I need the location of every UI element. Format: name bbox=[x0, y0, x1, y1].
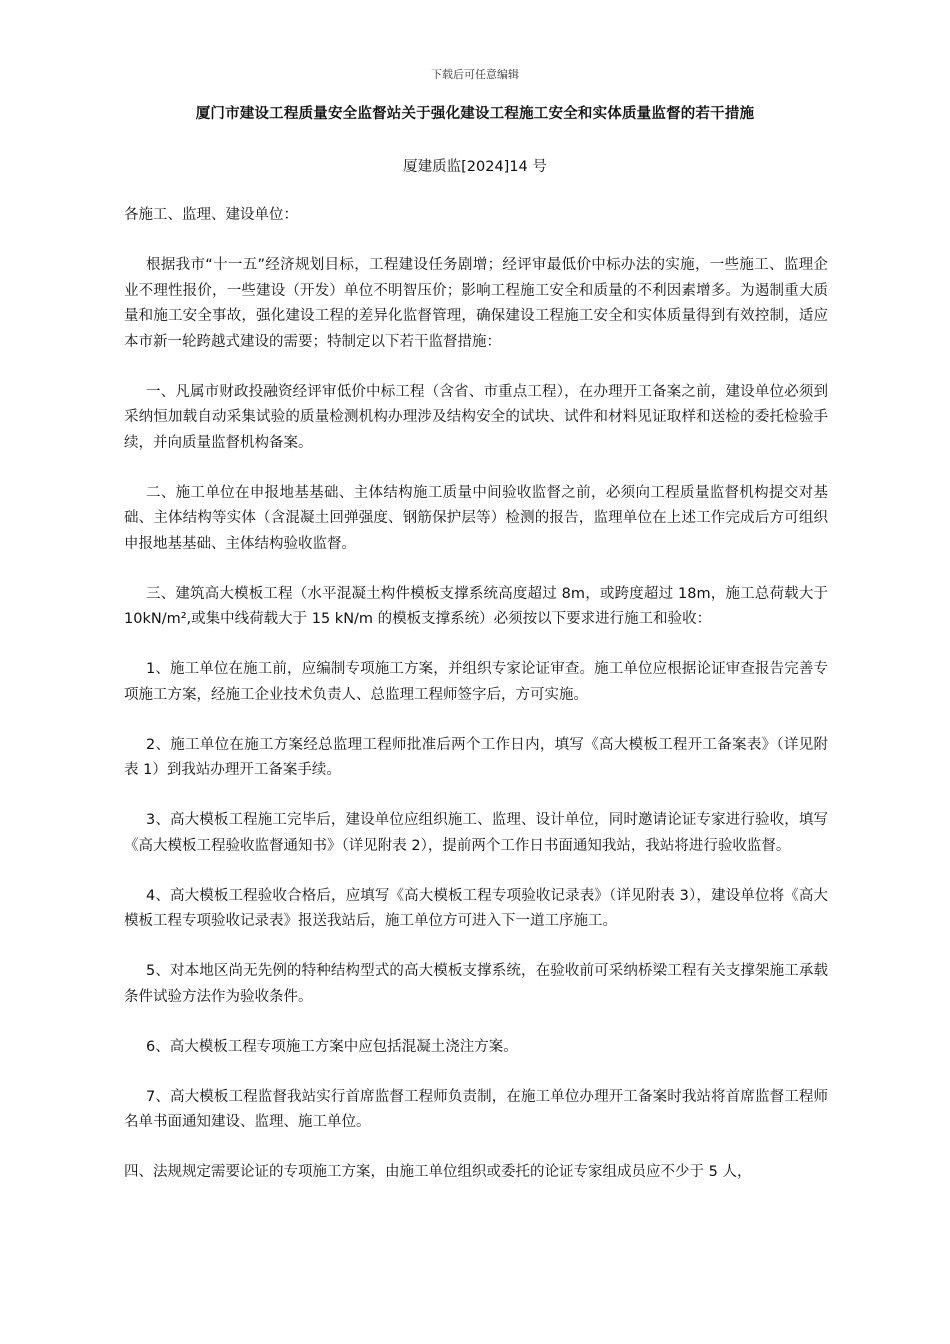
paragraph-sub-4: 4、高大模板工程验收合格后，应填写《高大模板工程专项验收记录表》（详见附表 3），建设单位将《高大模板工程专项验收记录表》报送我站后，施工单位方可进入下一道工序施工。 bbox=[124, 887, 828, 929]
paragraph-intro: 根据我市“十一五”经济规划目标，工程建设任务剧增；经评审最低价中标办法的实施，一些施工、监理企业不理性报价，一些建设（开发）单位不明智压价；影响工程施工安全和质量的不利因素增多。为遏制重大质量和施工安全事故，强化建设工程的差异化监督管理，确保建设工程施工安全和实体质量得到有效控制，适应本市新一轮跨越式建设的需要；特制定以下若干监督措施： bbox=[124, 257, 828, 350]
header-note: 下载后可任意编辑 bbox=[431, 68, 519, 81]
salutation: 各施工、监理、建设单位： bbox=[124, 207, 298, 223]
paragraph-sub-1: 1、施工单位在施工前，应编制专项施工方案，并组织专家论证审查。施工单位应根据论证审查报告完善专项施工方案，经施工企业技术负责人、总监理工程师签字后，方可实施。 bbox=[124, 661, 828, 703]
paragraph-item-1: 一、凡属市财政投融资经评审低价中标工程（含省、市重点工程），在办理开工备案之前，建设单位必须到采纳恒加载自动采集试验的质量检测机构办理涉及结构安全的试块、试件和材料见证取样和送检的委托检验手续，并向质量监督机构备案。 bbox=[124, 383, 828, 451]
document-title: 厦门市建设工程质量安全监督站关于强化建设工程施工安全和实体质量监督的若干措施 bbox=[195, 106, 755, 122]
paragraph-sub-5: 5、对本地区尚无先例的特种结构型式的高大模板支撑系统，在验收前可采纳桥梁工程有关支撑架施工承载条件试验方法作为验收条件。 bbox=[124, 963, 828, 1005]
paragraph-sub-2: 2、施工单位在施工方案经总监理工程师批准后两个工作日内，填写《高大模板工程开工备案表》（详见附表 1）到我站办理开工备案手续。 bbox=[124, 736, 828, 778]
document-body bbox=[124, 203, 828, 1210]
document-number: 厦建质监[2024]14 号 bbox=[403, 159, 547, 175]
paragraph-sub-3: 3、高大模板工程施工完毕后，建设单位应组织施工、监理、设计单位，同时邀请论证专家进行验收，填写《高大模板工程验收监督通知书》（详见附表 2），提前两个工作日书面通知我站，我站将进行验收监督。 bbox=[124, 812, 828, 854]
paragraph-item-2: 二、施工单位在申报地基基础、主体结构施工质量中间验收监督之前，必须向工程质量监督机构提交对基础、主体结构等实体（含混凝土回弹强度、钢筋保护层等）检测的报告，监理单位在上述工作完成后方可组织申报地基基础、主体结构验收监督。 bbox=[124, 484, 828, 552]
paragraph-sub-6: 6、高大模板工程专项施工方案中应包括混凝土浇注方案。 bbox=[146, 1038, 518, 1055]
paragraph-item-4: 四、法规规定需要论证的专项施工方案，由施工单位组织或委托的论证专家组成员应不少于 5 人， bbox=[124, 1164, 752, 1180]
paragraph-item-3: 三、建筑高大模板工程（水平混凝土构件模板支撑系统高度超过 8m，或跨度超过 18m，施工总荷载大于 10kN/m²,或集中线荷载大于 15 kN/m 的模板支撑系统）必须按以下要求进行施工和验收： bbox=[124, 585, 828, 627]
paragraph-sub-7: 7、高大模板工程监督我站实行首席监督工程师负责制，在施工单位办理开工备案时我站将首席监督工程师名单书面通知建设、监理、施工单位。 bbox=[124, 1088, 828, 1130]
